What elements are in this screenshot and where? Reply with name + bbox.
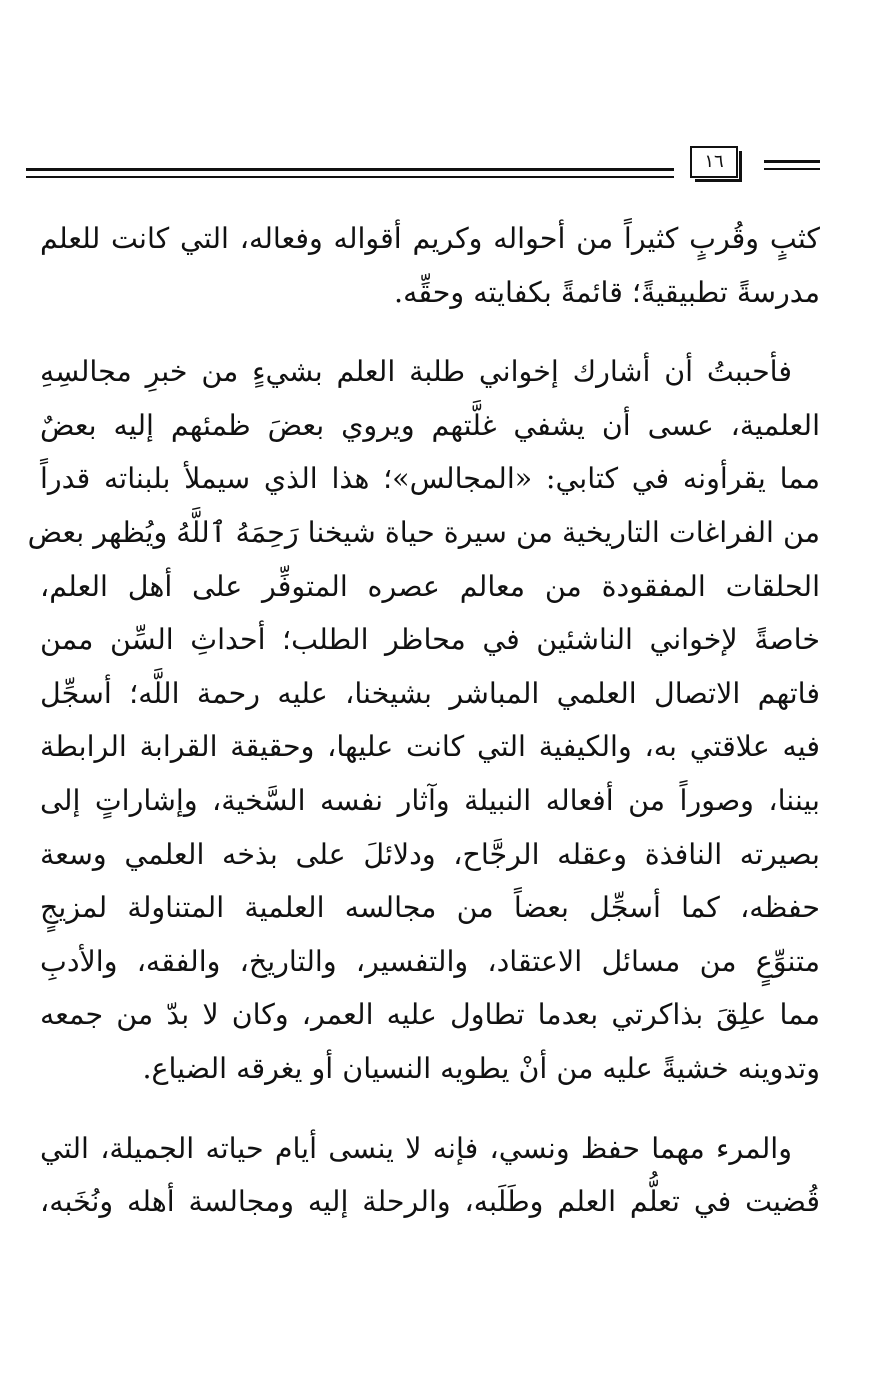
page-number: ١٦ xyxy=(704,151,724,172)
paragraph-1 xyxy=(40,212,820,319)
text-line: مدرسةً تطبيقيةً؛ قائمةً بكفايته وحقِّه. xyxy=(394,275,820,309)
text-line: فيه علاقتي به، والكيفية التي كانت عليها، وحقيقة القرابة الرابطة xyxy=(40,730,820,764)
text-line: فاتهم الاتصال العلمي المباشر بشيخنا، عليه رحمة اللَّه؛ أسجِّل xyxy=(40,676,820,710)
text-line: بيننا، وصوراً من أفعاله النبيلة وآثار نفسه السَّخية، وإشاراتٍ إلى xyxy=(40,783,820,817)
text-line: مما يقرأونه في كتابي: «المجالس»؛ هذا الذي سيملأ بلبناته قدراً xyxy=(40,462,820,496)
paragraph-2 xyxy=(27,345,820,1095)
text-line: العلمية، عسى أن يشفي غلَّتهم ويروي بعضَ ظمئهم إليه بعضٌ xyxy=(40,408,820,442)
header-rule-left xyxy=(26,168,674,171)
text-line: خاصةً لإخواني الناشئين في محاظر الطلب؛ أحداثِ السِّن ممن xyxy=(40,623,820,657)
header-rule-right xyxy=(764,160,820,163)
header-rule-left-thin xyxy=(26,176,674,178)
text-line: قُضيت في تعلُّم العلم وطَلَبه، والرحلة إليه ومجالسة أهله ونُخَبه، xyxy=(40,1185,820,1219)
page-header xyxy=(26,146,820,186)
text-line: متنوِّعٍ من مسائل الاعتقاد، والتفسير، والتاريخ، والفقه، والأدبِ xyxy=(40,944,820,978)
page-number-box xyxy=(690,146,738,178)
text-line: الحلقات المفقودة من معالم عصره المتوفِّر على أهل العلم، xyxy=(40,569,820,603)
text-line: من الفراغات التاريخية من سيرة حياة شيخنا رَحِمَهُ ٱللَّهُ ويُظهر بعض xyxy=(27,515,820,549)
text-line: مما علِقَ بذاكرتي بعدما تطاول عليه العمر، وكان لا بدّ من جمعه xyxy=(40,998,820,1032)
text-line: وتدوينه خشيةً عليه من أنْ يطويه النسيان أو يغرقه الضياع. xyxy=(142,1051,820,1085)
text-line: والمرء مهما حفظ ونسي، فإنه لا ينسى أيام حياته الجميلة، التي xyxy=(40,1131,792,1165)
header-rule-right-thin xyxy=(764,168,820,170)
paragraph-3 xyxy=(40,1122,820,1229)
text-line: كثبٍ وقُربٍ كثيراً من أحواله وكريم أقواله وفعاله، التي كانت للعلم xyxy=(40,222,820,255)
text-line: فأحببتُ أن أشارك إخواني طلبة العلم بشيءٍ من خبرِ مجالسِهِ xyxy=(40,355,792,389)
text-line: بصيرته النافذة وعقله الرجَّاح، ودلائلَ على بذخه العلمي وسعة xyxy=(40,837,820,871)
page-body xyxy=(27,212,820,1229)
text-line: حفظه، كما أسجِّل بعضاً من مجالسه العلمية المتناولة لمزيجٍ xyxy=(40,891,820,925)
